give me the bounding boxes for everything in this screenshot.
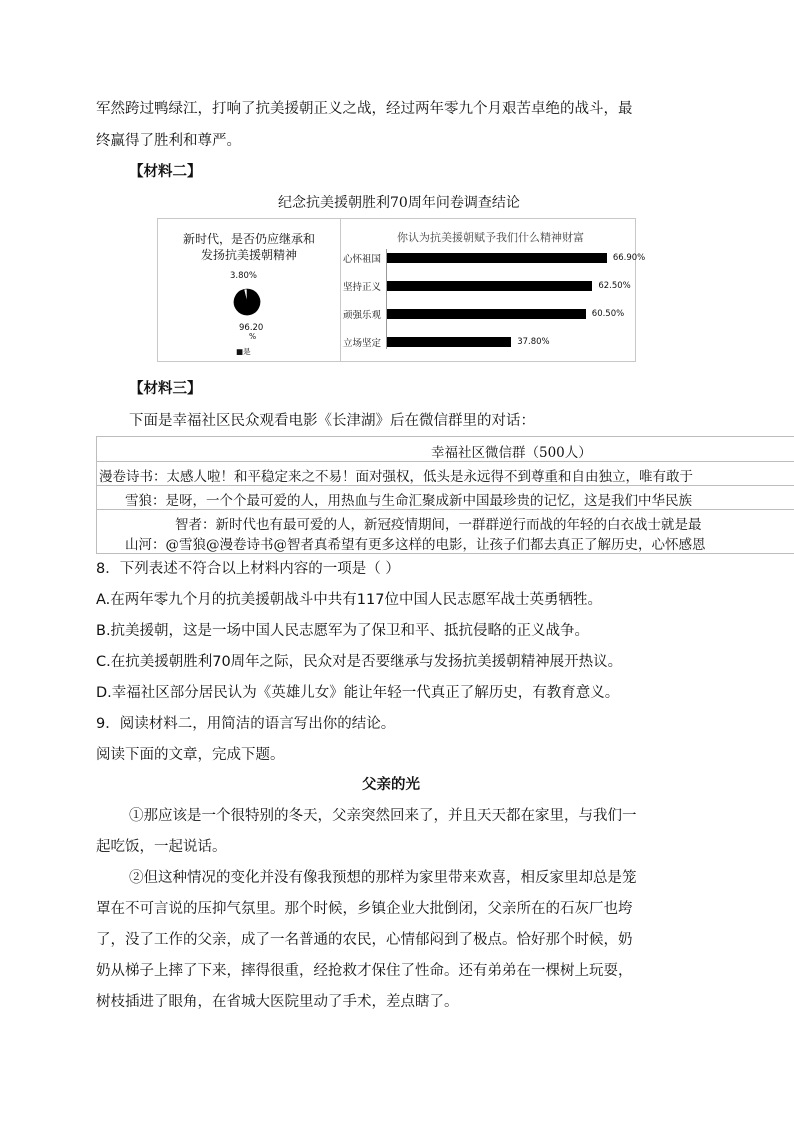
pie-legend-text: 是 xyxy=(243,347,251,356)
survey-chart-title: 纪念抗美援朝胜利70周年问卷调查结论 xyxy=(278,195,520,211)
message-row-1: 漫卷诗书：太感人啦！和平稳定来之不易！面对强权，低头是永远得不到尊重和自由独立，唯有敢于 xyxy=(99,469,693,485)
material3-intro: 下面是幸福社区民众观看电影《长津湖》后在微信群里的对话： xyxy=(129,413,535,429)
article-p2-line3: 了，没了工作的父亲，成了一名普通的农民，心情郁闷到了极点。恰好那个时候，奶 xyxy=(96,932,633,948)
pie-legend xyxy=(236,346,251,357)
bar-category-label: 心怀祖国 xyxy=(343,254,382,265)
pie-title-line2: 发扬抗美援朝精神 xyxy=(200,248,297,262)
bar-0 xyxy=(387,253,607,263)
message-row-2: 雪狼：是呀，一个个最可爱的人，用热血与生命汇聚成新中国最珍贵的记忆，这是我们中华民族 xyxy=(125,493,692,509)
pie-label-yes: 96.20 xyxy=(239,323,264,333)
bar-category-label: 立场坚定 xyxy=(343,338,382,349)
q8-option-b: B.抗美援朝，这是一场中国人民志愿军为了保卫和平、抵抗侵略的正义战争。 xyxy=(96,623,590,639)
material2-heading: 【材料二】 xyxy=(129,163,202,180)
bar-3 xyxy=(387,337,511,347)
reading-instruction: 阅读下面的文章，完成下题。 xyxy=(96,747,285,763)
table-row xyxy=(97,461,794,486)
material3-heading: 【材料三】 xyxy=(129,380,202,397)
q9-stem: 9．阅读材料二，用简洁的语言写出你的结论。 xyxy=(96,716,396,732)
pie-label-no: 3.80% xyxy=(230,271,258,281)
article-p2-line5: 树枝插进了眼角，在省城大医院里动了手术，差点瞎了。 xyxy=(96,994,459,1010)
pie-chart xyxy=(232,287,262,317)
pie-chart-title xyxy=(158,231,340,263)
article-title: 父亲的光 xyxy=(362,776,420,793)
bar-chart-axis xyxy=(386,249,387,349)
pie-title-line1: 新时代，是否仍应继承和 xyxy=(182,232,315,246)
article-p1-line1: ①那应该是一个很特别的冬天，父亲突然回来了，并且天天都在家里，与我们一 xyxy=(129,808,637,824)
wechat-group-header: 幸福社区微信群（500人） xyxy=(431,445,592,461)
article-p1-line2: 起吃饭，一起说话。 xyxy=(96,839,227,855)
article-p2-line2: 罩在不可言说的压抑气氛里。那个时候，乡镇企业大批倒闭，父亲所在的石灰厂也垮 xyxy=(96,901,633,917)
q8-stem: 8．下列表述不符合以上材料内容的一项是（ ） xyxy=(96,561,400,577)
bar-value-label: 66.90% xyxy=(612,253,646,263)
wechat-table xyxy=(96,436,794,554)
table-row xyxy=(97,437,794,462)
bar-category-label: 顽强乐观 xyxy=(343,310,382,321)
bar-value-label: 62.50% xyxy=(598,281,631,291)
bar-chart-title: 你认为抗美援朝赋予我们什么精神财富 xyxy=(397,231,584,244)
bar-category-label: 坚持正义 xyxy=(343,282,382,293)
table-row xyxy=(97,509,794,553)
intro-line-2: 终赢得了胜利和尊严。 xyxy=(96,133,241,149)
pie-chart-panel xyxy=(157,218,341,362)
message-row-3b: 山河：@雪狼@漫卷诗书@智者真希望有更多这样的电影，让孩子们都去真正了解历史，心怀感恩 xyxy=(125,537,706,553)
pie-label-yes-suffix: % xyxy=(249,332,257,341)
pie-legend-marker: ■ xyxy=(236,347,244,356)
bar-chart-panel xyxy=(340,218,646,362)
bar-value-label: 60.50% xyxy=(591,309,625,319)
bar-2 xyxy=(387,309,586,319)
q8-option-d: D.幸福社区部分居民认为《英雄儿女》能让年轻一代真正了解历史，有教育意义。 xyxy=(96,685,620,701)
q8-option-c: C.在抗美援朝胜利70周年之际，民众对是否要继承与发扬抗美援朝精神展开热议。 xyxy=(96,654,623,670)
article-p2-line4: 奶从梯子上摔了下来，摔得很重，经抢救才保住了性命。还有弟弟在一棵树上玩耍， xyxy=(96,963,633,979)
message-row-3a: 智者：新时代也有最可爱的人，新冠疫情期间，一群群逆行而战的年轻的白衣战士就是最 xyxy=(175,517,702,533)
bar-value-label: 37.80% xyxy=(517,337,550,347)
bar-1 xyxy=(387,281,592,291)
q8-option-a: A.在两年零九个月的抗美援朝战斗中共有117位中国人民志愿军战士英勇牺牲。 xyxy=(96,592,602,608)
intro-line-1: 军然跨过鸭绿江，打响了抗美援朝正义之战，经过两年零九个月艰苦卓绝的战斗，最 xyxy=(96,101,633,117)
table-row xyxy=(97,485,794,510)
article-p2-line1: ②但这种情况的变化并没有像我预想的那样为家里带来欢喜，相反家里却总是笼 xyxy=(129,870,637,886)
